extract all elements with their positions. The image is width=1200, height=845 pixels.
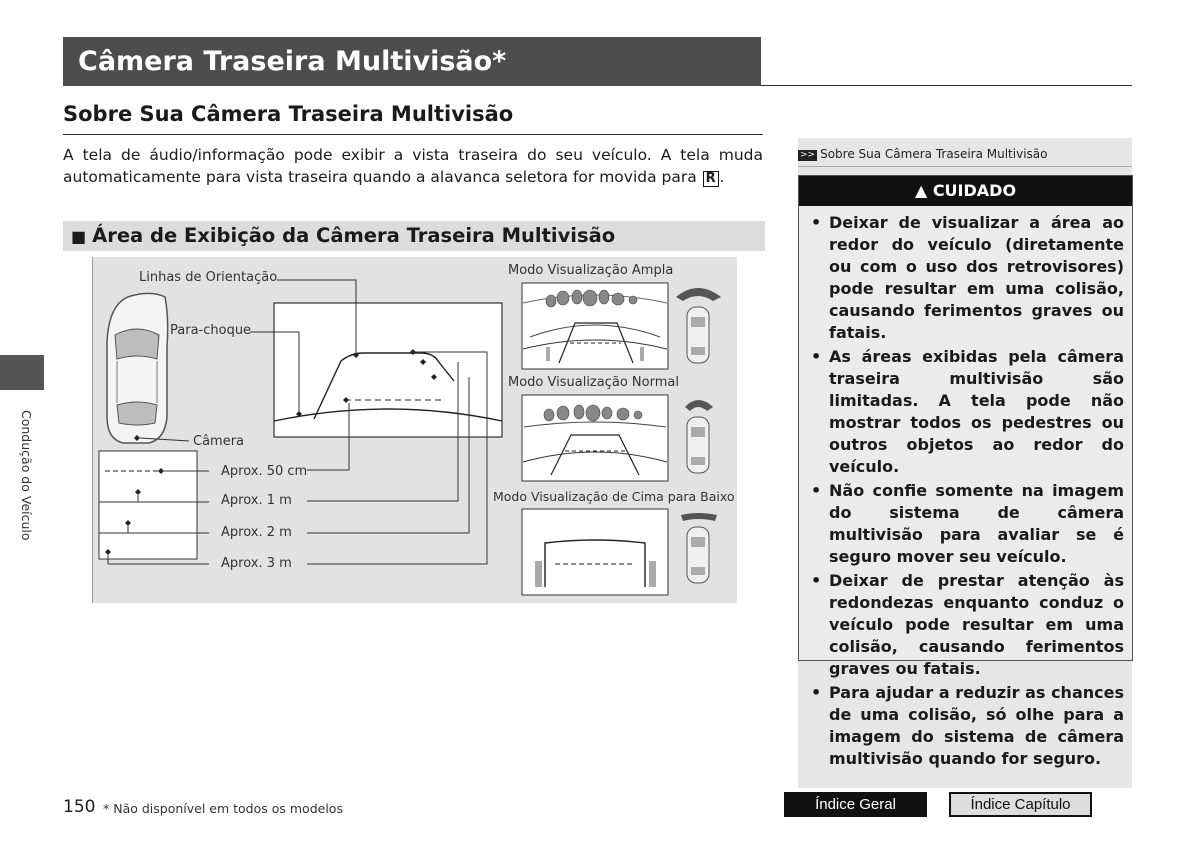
caution-text: Para ajudar a reduzir as chances de uma colisão, só olhe para a imagem do sistema de câmera multivisão quando for seguro. (829, 683, 1124, 768)
page-title: Câmera Traseira Multivisão* (63, 37, 761, 86)
approx-2m-label: Aprox. 2 m (221, 525, 292, 540)
caution-text: Não confie somente na imagem do sistema de câmera multivisão para avaliar se é seguro mover seu veículo. (829, 481, 1124, 566)
caution-item (807, 682, 1124, 770)
top-down-view-screen (522, 509, 668, 595)
intro-text: A tela de áudio/informação pode exibir a vista traseira do seu veículo. A tela muda automaticamente para vista traseira quando a alavanca seletora for movida para (63, 146, 763, 186)
camera-label: Câmera (193, 434, 245, 449)
bullet-icon: • (811, 683, 822, 702)
diagram-graphics (93, 257, 737, 603)
index-general-button[interactable]: Índice Geral (784, 792, 927, 817)
caution-text: Deixar de prestar atenção às redondezas enquanto conduz o veículo pode resultar em uma colisão, causando ferimentos graves ou fatais. (829, 571, 1124, 678)
approx-3m-label: Aprox. 3 m (221, 556, 292, 571)
wide-view-screen (522, 283, 668, 369)
distance-guide (99, 451, 209, 564)
section-heading: Sobre Sua Câmera Traseira Multivisão (63, 102, 763, 135)
normal-view-label: Modo Visualização Normal (508, 375, 679, 390)
normal-view-screen (522, 395, 668, 481)
chapter-tab-marker (0, 355, 44, 390)
bullet-icon: • (811, 213, 822, 232)
square-bullet-icon: ■ (71, 227, 87, 246)
approx-1m-label: Aprox. 1 m (221, 493, 292, 508)
caution-item (807, 480, 1124, 568)
index-chapter-button[interactable]: Índice Capítulo (949, 792, 1092, 817)
bullet-icon: • (811, 347, 822, 366)
bumper-label: Para-choque (170, 323, 252, 338)
bullet-icon: • (811, 571, 822, 590)
top-down-view-car-icon (681, 513, 717, 583)
bullet-icon: • (811, 481, 822, 500)
page-number: 150 (63, 797, 96, 817)
subsection-heading-text: Área de Exibição da Câmera Traseira Multivisão (92, 224, 616, 247)
double-chevron-icon: >> (800, 150, 816, 160)
sidebar-breadcrumb-text: Sobre Sua Câmera Traseira Multivisão (820, 147, 1048, 161)
intro-end: . (719, 168, 725, 186)
normal-view-car-icon (685, 400, 713, 473)
guidelines-label: Linhas de Orientação (139, 270, 278, 285)
wide-view-label: Modo Visualização Ampla (508, 263, 674, 278)
car-top-view-illustration (107, 293, 168, 443)
camera-display-diagram (92, 257, 737, 603)
top-down-view-label: Modo Visualização de Cima para Baixo (493, 489, 735, 504)
caution-item (807, 346, 1124, 478)
caution-text: As áreas exibidas pela câmera traseira multivisão são limitadas. A tela pode não mostrar todos os pedestres ou outros objetos ao redor do veículo. (829, 347, 1124, 476)
wide-view-car-icon (676, 288, 721, 363)
sidebar-breadcrumb (798, 142, 1132, 167)
chapter-side-tab: Condução do Veículo (19, 410, 34, 541)
approx-50cm-label: Aprox. 50 cm (221, 464, 308, 479)
caution-item (807, 212, 1124, 344)
footnote: * Não disponível em todos os modelos (103, 801, 343, 816)
rear-camera-screen (274, 303, 502, 437)
caution-item (807, 570, 1124, 680)
caution-list (799, 206, 1132, 770)
title-rule (761, 85, 1132, 86)
subsection-heading (63, 221, 765, 251)
intro-paragraph (63, 144, 763, 188)
gear-r-symbol: R (703, 171, 719, 187)
caution-box (798, 175, 1133, 768)
caution-text: Deixar de visualizar a área ao redor do veículo (diretamente ou com o uso dos retrovisores) pode resultar em uma colisão, causando ferimentos graves ou fatais. (829, 213, 1124, 342)
caution-title: ▲ CUIDADO (799, 176, 1132, 206)
